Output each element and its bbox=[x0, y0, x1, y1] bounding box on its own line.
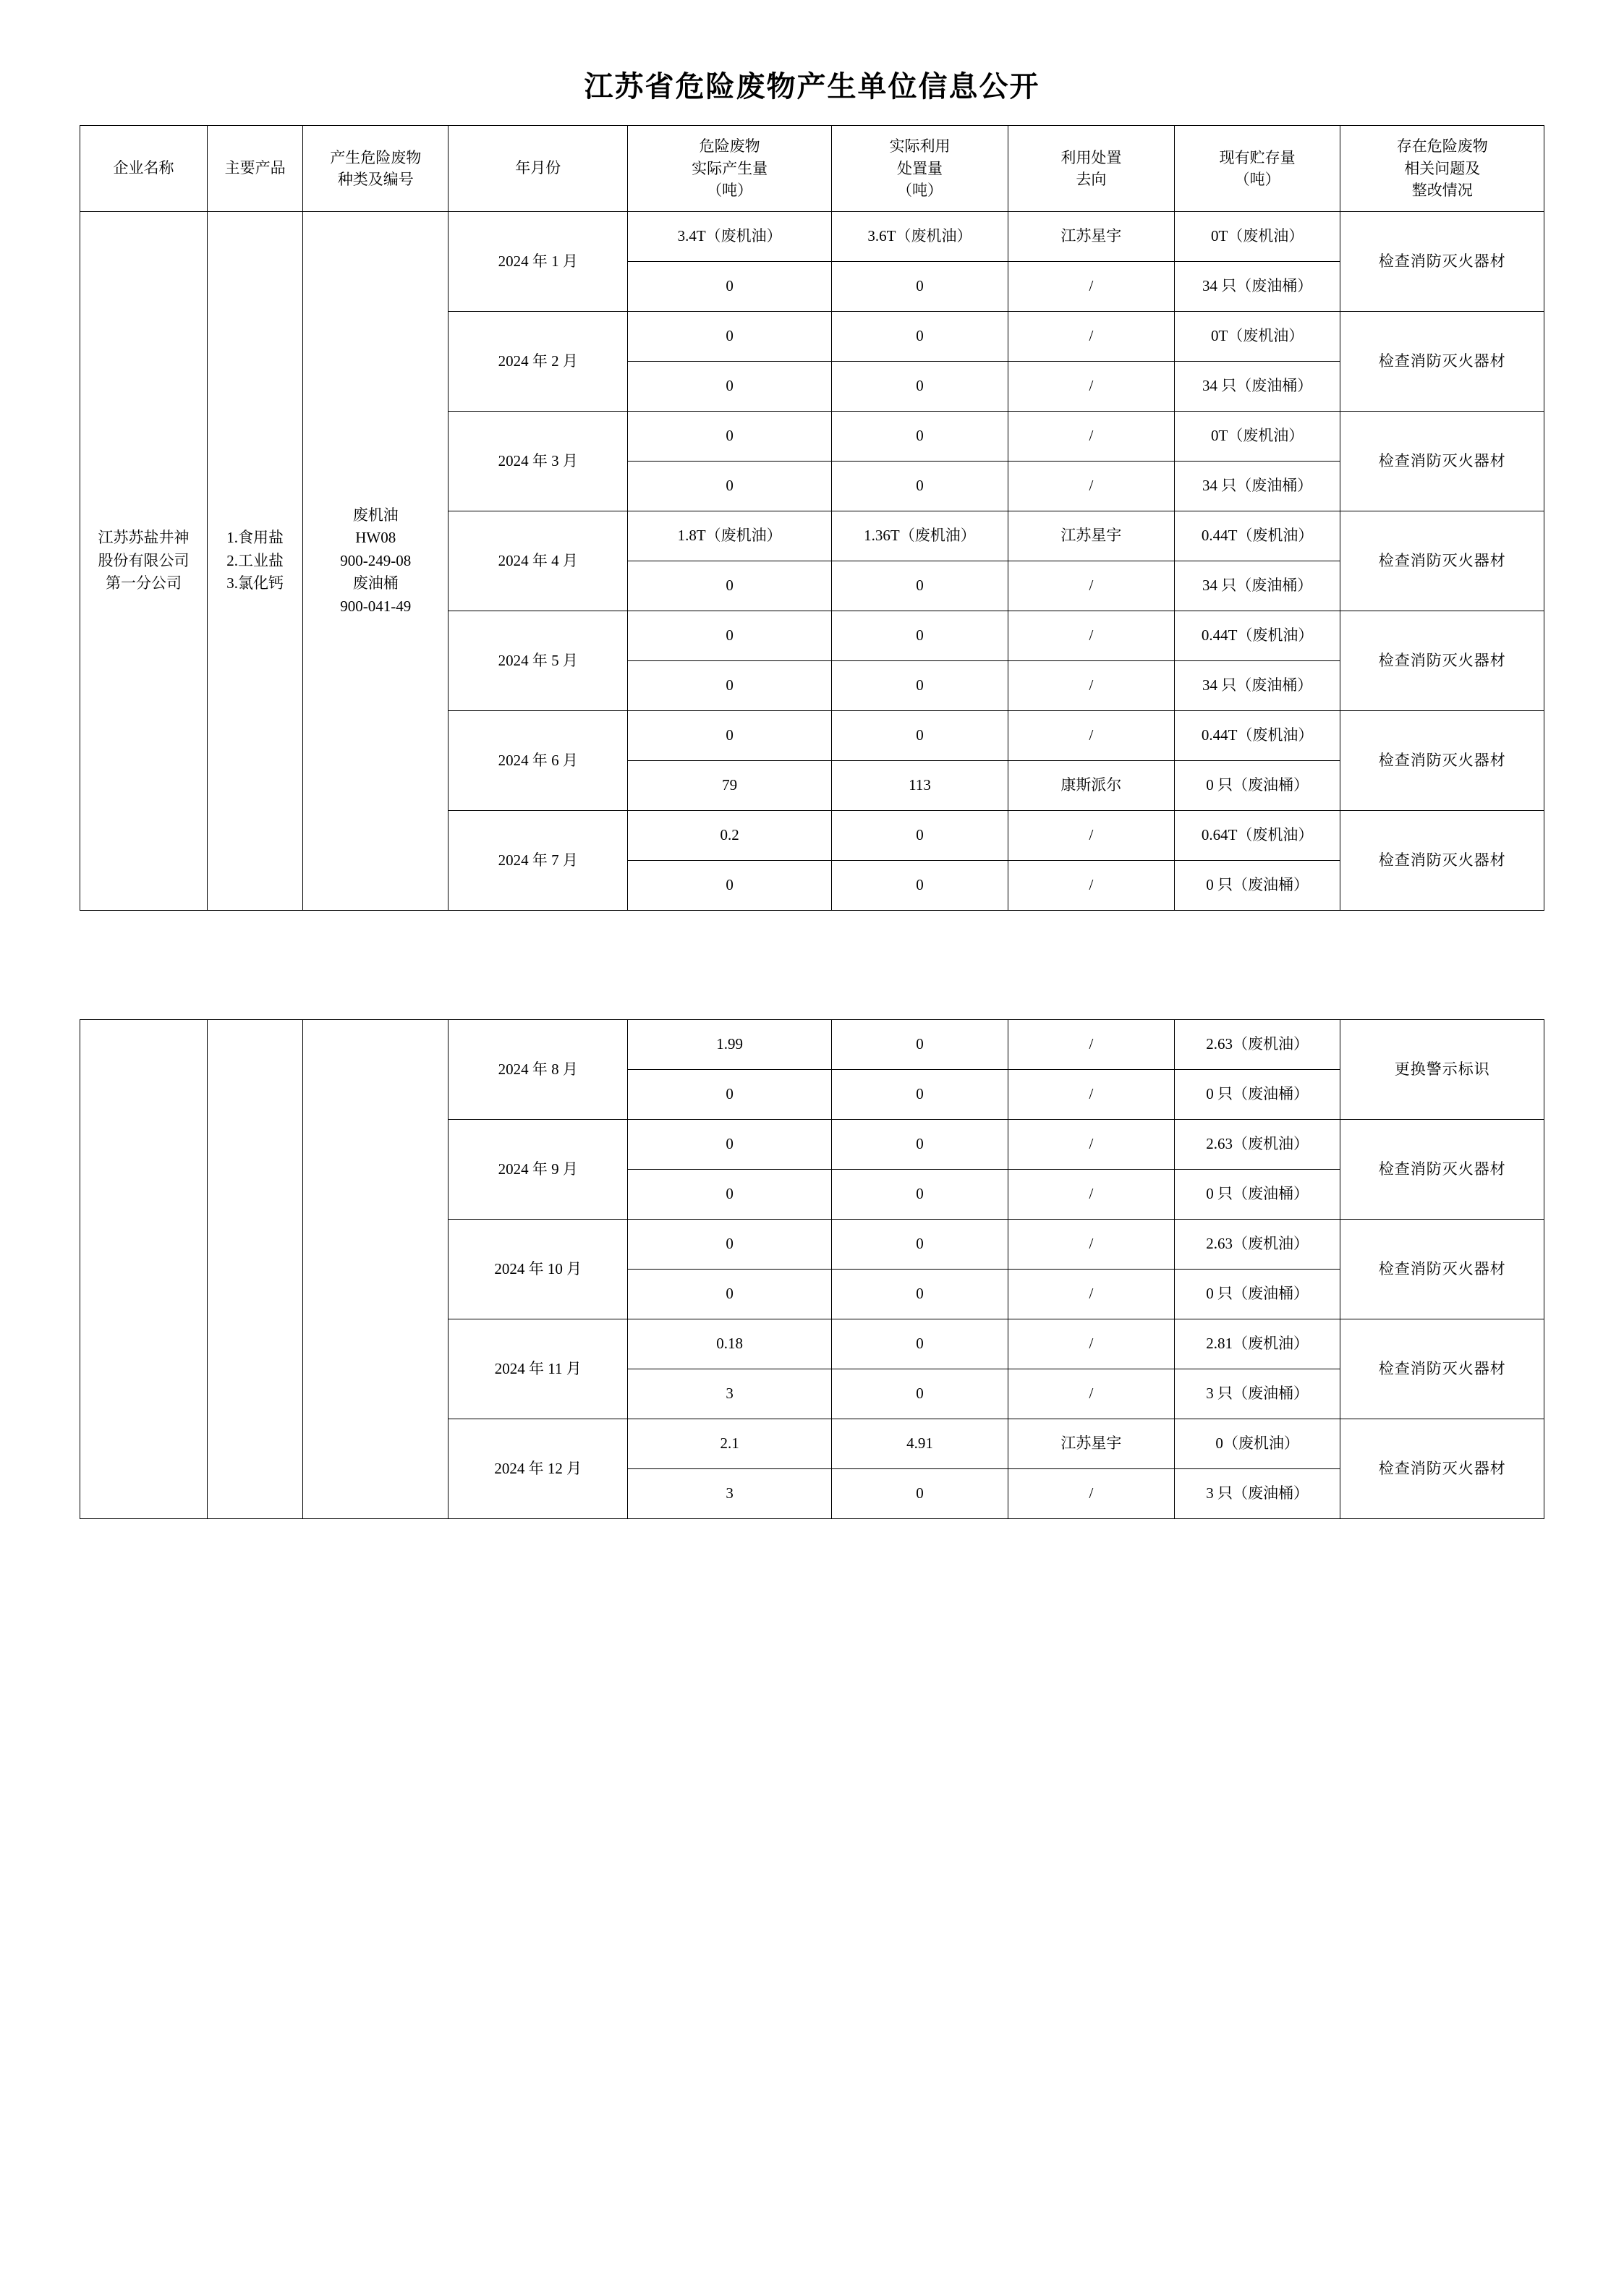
generated-amount: 0 bbox=[628, 362, 831, 412]
destination: / bbox=[1008, 312, 1175, 362]
generated-amount: 0.18 bbox=[628, 1319, 831, 1369]
storage-amount: 0 只（废油桶） bbox=[1174, 1270, 1340, 1319]
destination: / bbox=[1008, 1469, 1175, 1519]
destination: / bbox=[1008, 362, 1175, 412]
destination: / bbox=[1008, 561, 1175, 611]
header-waste-type bbox=[303, 126, 448, 212]
disposed-amount: 0 bbox=[831, 1319, 1008, 1369]
month-cell: 2024 年 6 月 bbox=[448, 711, 628, 811]
destination: 康斯派尔 bbox=[1008, 761, 1175, 811]
storage-amount: 34 只（废油桶） bbox=[1174, 262, 1340, 312]
storage-amount: 0 只（废油桶） bbox=[1174, 861, 1340, 911]
storage-amount: 2.63（废机油） bbox=[1174, 1020, 1340, 1070]
header-issue-line3: 整改情况 bbox=[1411, 182, 1473, 200]
destination: / bbox=[1008, 811, 1175, 861]
header-generated-line3: （吨） bbox=[707, 182, 753, 200]
page-title: 江苏省危险废物产生单位信息公开 bbox=[584, 71, 1040, 103]
generated-amount: 0 bbox=[628, 462, 831, 511]
header-issue-line2: 相关问题及 bbox=[1404, 159, 1481, 177]
storage-amount: 0T（废机油） bbox=[1174, 212, 1340, 262]
header-month: 年月份 bbox=[448, 126, 628, 212]
issue-status: 检查消防灭火器材 bbox=[1340, 212, 1544, 312]
header-destination-line2: 去向 bbox=[1076, 171, 1107, 188]
waste-line3: 900-249-08 bbox=[340, 551, 412, 569]
destination: / bbox=[1008, 1020, 1175, 1070]
destination: 江苏星宇 bbox=[1008, 1419, 1175, 1469]
issue-status: 检查消防灭火器材 bbox=[1340, 1220, 1544, 1319]
waste-type-cell-continued bbox=[303, 1020, 448, 1519]
issue-status: 检查消防灭火器材 bbox=[1340, 1319, 1544, 1419]
generated-amount: 0 bbox=[628, 1270, 831, 1319]
storage-amount: 3 只（废油桶） bbox=[1174, 1369, 1340, 1419]
issue-status: 检查消防灭火器材 bbox=[1340, 412, 1544, 511]
company-name-line2: 股份有限公司 bbox=[98, 551, 190, 569]
table-row bbox=[80, 212, 1544, 262]
waste-line1: 废机油 bbox=[352, 506, 399, 524]
destination: / bbox=[1008, 1220, 1175, 1270]
destination: / bbox=[1008, 462, 1175, 511]
destination: 江苏星宇 bbox=[1008, 511, 1175, 561]
month-cell: 2024 年 5 月 bbox=[448, 611, 628, 711]
storage-amount: 34 只（废油桶） bbox=[1174, 462, 1340, 511]
disposed-amount: 0 bbox=[831, 262, 1008, 312]
generated-amount: 0 bbox=[628, 412, 831, 462]
disposed-amount: 4.91 bbox=[831, 1419, 1008, 1469]
issue-status: 更换警示标识 bbox=[1340, 1020, 1544, 1120]
disposed-amount: 0 bbox=[831, 412, 1008, 462]
header-destination-line1: 利用处置 bbox=[1060, 148, 1122, 166]
month-cell: 2024 年 11 月 bbox=[448, 1319, 628, 1419]
disposed-amount: 1.36T（废机油） bbox=[831, 511, 1008, 561]
storage-amount: 2.81（废机油） bbox=[1174, 1319, 1340, 1369]
month-cell: 2024 年 9 月 bbox=[448, 1120, 628, 1220]
storage-amount: 0.44T（废机油） bbox=[1174, 611, 1340, 661]
storage-amount: 0（废机油） bbox=[1174, 1419, 1340, 1469]
header-waste-type-line2: 种类及编号 bbox=[337, 171, 414, 188]
generated-amount: 0 bbox=[628, 861, 831, 911]
header-disposed-line2: 处置量 bbox=[896, 159, 943, 177]
destination: / bbox=[1008, 661, 1175, 711]
storage-amount: 0 只（废油桶） bbox=[1174, 1170, 1340, 1220]
main-products-cell-continued bbox=[207, 1020, 302, 1519]
disposed-amount: 113 bbox=[831, 761, 1008, 811]
destination: / bbox=[1008, 1120, 1175, 1170]
header-storage-line1: 现有贮存量 bbox=[1219, 148, 1296, 166]
generated-amount: 3 bbox=[628, 1469, 831, 1519]
product-line1: 1.食用盐 bbox=[226, 529, 284, 547]
storage-amount: 34 只（废油桶） bbox=[1174, 661, 1340, 711]
destination: / bbox=[1008, 711, 1175, 761]
header-issue bbox=[1340, 126, 1544, 212]
storage-amount: 34 只（废油桶） bbox=[1174, 561, 1340, 611]
destination: / bbox=[1008, 611, 1175, 661]
month-cell: 2024 年 7 月 bbox=[448, 811, 628, 911]
destination: / bbox=[1008, 1369, 1175, 1419]
storage-amount: 0.44T（废机油） bbox=[1174, 511, 1340, 561]
generated-amount: 79 bbox=[628, 761, 831, 811]
storage-amount: 0T（废机油） bbox=[1174, 312, 1340, 362]
product-line3: 3.氯化钙 bbox=[226, 574, 284, 592]
generated-amount: 0 bbox=[628, 1120, 831, 1170]
disposed-amount: 0 bbox=[831, 1369, 1008, 1419]
disposed-amount: 0 bbox=[831, 1270, 1008, 1319]
generated-amount: 0 bbox=[628, 1170, 831, 1220]
issue-status: 检查消防灭火器材 bbox=[1340, 811, 1544, 911]
destination: / bbox=[1008, 1270, 1175, 1319]
destination: / bbox=[1008, 262, 1175, 312]
month-cell: 2024 年 1 月 bbox=[448, 212, 628, 312]
issue-status: 检查消防灭火器材 bbox=[1340, 312, 1544, 412]
header-company: 企业名称 bbox=[80, 126, 208, 212]
disposed-amount: 3.6T（废机油） bbox=[831, 212, 1008, 262]
header-storage-line2: （吨） bbox=[1234, 171, 1280, 188]
disposed-amount: 0 bbox=[831, 611, 1008, 661]
month-cell: 2024 年 3 月 bbox=[448, 412, 628, 511]
header-product: 主要产品 bbox=[207, 126, 302, 212]
storage-amount: 2.63（废机油） bbox=[1174, 1120, 1340, 1170]
month-cell: 2024 年 4 月 bbox=[448, 511, 628, 611]
table-row bbox=[80, 1020, 1544, 1070]
storage-amount: 0 只（废油桶） bbox=[1174, 1070, 1340, 1120]
main-products-cell bbox=[207, 212, 302, 911]
issue-status: 检查消防灭火器材 bbox=[1340, 1120, 1544, 1220]
destination: / bbox=[1008, 861, 1175, 911]
disposed-amount: 0 bbox=[831, 711, 1008, 761]
generated-amount: 0.2 bbox=[628, 811, 831, 861]
generated-amount: 1.99 bbox=[628, 1020, 831, 1070]
disposed-amount: 0 bbox=[831, 811, 1008, 861]
generated-amount: 1.8T（废机油） bbox=[628, 511, 831, 561]
company-name-line3: 第一分公司 bbox=[105, 574, 182, 592]
generated-amount: 3 bbox=[628, 1369, 831, 1419]
generated-amount: 0 bbox=[628, 312, 831, 362]
destination: 江苏星宇 bbox=[1008, 212, 1175, 262]
header-issue-line1: 存在危险废物 bbox=[1396, 137, 1488, 156]
destination: / bbox=[1008, 412, 1175, 462]
storage-amount: 34 只（废油桶） bbox=[1174, 362, 1340, 412]
disposed-amount: 0 bbox=[831, 1070, 1008, 1120]
disposed-amount: 0 bbox=[831, 861, 1008, 911]
header-waste-type-line1: 产生危险废物 bbox=[330, 148, 422, 166]
waste-line5: 900-041-49 bbox=[340, 597, 412, 615]
company-name-cell-continued bbox=[80, 1020, 208, 1519]
disposed-amount: 0 bbox=[831, 561, 1008, 611]
header-generated bbox=[628, 126, 831, 212]
generated-amount: 0 bbox=[628, 661, 831, 711]
generated-amount: 0 bbox=[628, 1070, 831, 1120]
disposed-amount: 0 bbox=[831, 1170, 1008, 1220]
destination: / bbox=[1008, 1070, 1175, 1120]
storage-amount: 3 只（废油桶） bbox=[1174, 1469, 1340, 1519]
generated-amount: 3.4T（废机油） bbox=[628, 212, 831, 262]
storage-amount: 0.44T（废机油） bbox=[1174, 711, 1340, 761]
storage-amount: 0 只（废油桶） bbox=[1174, 761, 1340, 811]
header-disposed-line3: （吨） bbox=[896, 182, 943, 200]
product-line2: 2.工业盐 bbox=[226, 551, 284, 569]
disposed-amount: 0 bbox=[831, 1469, 1008, 1519]
table-gap bbox=[80, 911, 1544, 1019]
issue-status: 检查消防灭火器材 bbox=[1340, 511, 1544, 611]
company-name-line1: 江苏苏盐井神 bbox=[98, 529, 190, 547]
table-header-row bbox=[80, 126, 1544, 212]
header-disposed-line1: 实际利用 bbox=[889, 137, 951, 156]
header-generated-line1: 危险废物 bbox=[699, 137, 760, 156]
issue-status: 检查消防灭火器材 bbox=[1340, 1419, 1544, 1519]
disposed-amount: 0 bbox=[831, 312, 1008, 362]
generated-amount: 0 bbox=[628, 711, 831, 761]
waste-line2: HW08 bbox=[355, 529, 396, 547]
waste-line4: 废油桶 bbox=[352, 574, 399, 592]
disposed-amount: 0 bbox=[831, 1120, 1008, 1170]
company-name-cell bbox=[80, 212, 208, 911]
disposed-amount: 0 bbox=[831, 1020, 1008, 1070]
issue-status: 检查消防灭火器材 bbox=[1340, 711, 1544, 811]
generated-amount: 0 bbox=[628, 262, 831, 312]
storage-amount: 0.64T（废机油） bbox=[1174, 811, 1340, 861]
issue-status: 检查消防灭火器材 bbox=[1340, 611, 1544, 711]
waste-table-part1 bbox=[80, 125, 1544, 911]
storage-amount: 2.63（废机油） bbox=[1174, 1220, 1340, 1270]
generated-amount: 0 bbox=[628, 561, 831, 611]
header-storage bbox=[1174, 126, 1340, 212]
header-destination bbox=[1008, 126, 1175, 212]
storage-amount: 0T（废机油） bbox=[1174, 412, 1340, 462]
header-disposed bbox=[831, 126, 1008, 212]
disposed-amount: 0 bbox=[831, 661, 1008, 711]
generated-amount: 2.1 bbox=[628, 1419, 831, 1469]
generated-amount: 0 bbox=[628, 611, 831, 661]
disposed-amount: 0 bbox=[831, 362, 1008, 412]
month-cell: 2024 年 12 月 bbox=[448, 1419, 628, 1519]
generated-amount: 0 bbox=[628, 1220, 831, 1270]
destination: / bbox=[1008, 1170, 1175, 1220]
header-generated-line2: 实际产生量 bbox=[692, 159, 768, 177]
month-cell: 2024 年 10 月 bbox=[448, 1220, 628, 1319]
disposed-amount: 0 bbox=[831, 1220, 1008, 1270]
month-cell: 2024 年 8 月 bbox=[448, 1020, 628, 1120]
disposed-amount: 0 bbox=[831, 462, 1008, 511]
month-cell: 2024 年 2 月 bbox=[448, 312, 628, 412]
waste-table-part2 bbox=[80, 1019, 1544, 1519]
destination: / bbox=[1008, 1319, 1175, 1369]
waste-type-cell bbox=[303, 212, 448, 911]
